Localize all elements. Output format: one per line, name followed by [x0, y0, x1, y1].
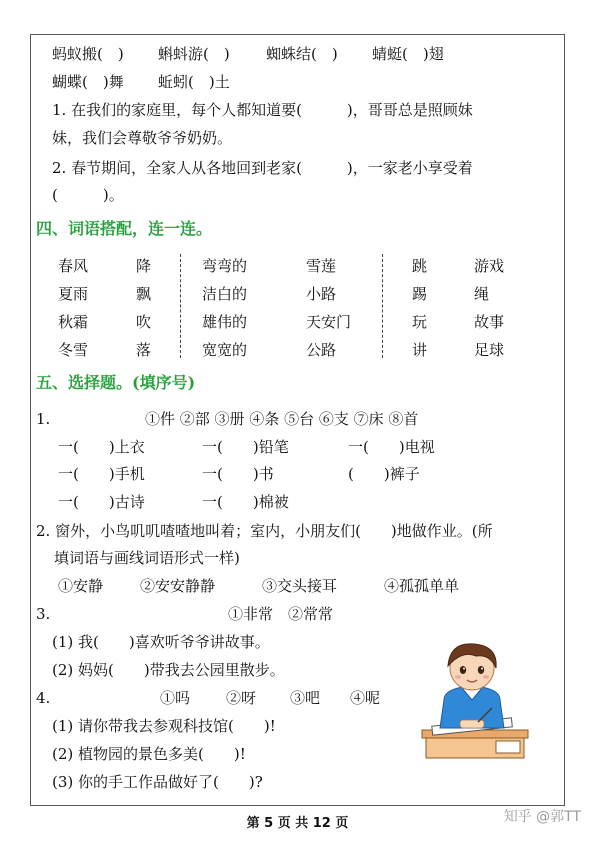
- q3-item-2: (2) 妈妈( )带我去公园里散步。: [52, 661, 285, 679]
- matching-word[interactable]: 冬雪: [58, 341, 89, 359]
- q3-options-line: 3. ①非常 ②常常: [36, 605, 334, 623]
- column-divider: [382, 254, 383, 358]
- animal-verb-line-2: [0, 70, 595, 94]
- blank-item: 蚂蚁搬( ): [52, 45, 124, 63]
- matching-word[interactable]: 小路: [306, 285, 337, 303]
- matching-word[interactable]: 秋霜: [58, 313, 89, 331]
- q2-line-a: 2. 窗外，小鸟叽叽喳喳地叫着；室内，小朋友们( )地做作业。(所: [36, 522, 493, 540]
- matching-row: [0, 282, 595, 306]
- matching-word[interactable]: 玩: [412, 313, 428, 331]
- q2-options: ①安静 ②安安静静 ③交头接耳 ④孤孤单单: [58, 577, 460, 595]
- section-5-heading: 五、选择题。(填序号): [36, 373, 196, 392]
- matching-word[interactable]: 讲: [412, 341, 428, 359]
- q2-line-b: 填词语与画线词语形式一样): [54, 549, 240, 567]
- sentence-2-line-b: ( )。: [52, 186, 124, 204]
- section-4-heading: 四、词语搭配，连一连。: [36, 219, 213, 238]
- matching-word[interactable]: 吹: [136, 313, 152, 331]
- blank-item: 蜘蛛结( ): [266, 45, 338, 63]
- matching-word[interactable]: 公路: [306, 341, 337, 359]
- matching-word[interactable]: 故事: [474, 313, 505, 331]
- blank-item: 蚯蚓( )土: [158, 73, 230, 91]
- matching-word[interactable]: 飘: [136, 285, 152, 303]
- q4-item-1: (1) 请你带我去参观科技馆( )!: [52, 717, 276, 735]
- matching-word[interactable]: 宽宽的: [202, 341, 248, 359]
- matching-row: [0, 310, 595, 334]
- sentence-2-line-a: 2. 春节期间，全家人从各地回到老家( )，一家老小享受着: [52, 159, 473, 177]
- matching-word[interactable]: 跳: [412, 257, 428, 275]
- matching-word[interactable]: 春风: [58, 257, 89, 275]
- q4-item-3: (3) 你的手工作品做好了( )?: [52, 773, 263, 791]
- matching-word[interactable]: 足球: [474, 341, 505, 359]
- sentence-1-line-b: 妹，我们会尊敬爷爷奶奶。: [52, 129, 233, 147]
- column-divider: [180, 254, 181, 358]
- q4-options-line: 4. ①吗 ②呀 ③吧 ④呢: [36, 689, 381, 707]
- matching-row: [0, 338, 595, 362]
- matching-word[interactable]: 洁白的: [202, 285, 248, 303]
- q3-item-1: (1) 我( )喜欢听爷爷讲故事。: [52, 633, 270, 651]
- q1-row-1: 一( )上衣 一( )铅笔 一( )电视: [58, 438, 435, 456]
- watermark: 知乎 @郭TT: [503, 809, 581, 825]
- matching-word[interactable]: 绳: [474, 285, 490, 303]
- q1-row-3: 一( )古诗 一( )棉被: [58, 493, 289, 511]
- matching-word[interactable]: 雪莲: [306, 257, 337, 275]
- sentence-1-line-a: 1. 在我们的家庭里，每个人都知道要( )，哥哥总是照顾妹: [52, 101, 473, 119]
- matching-word[interactable]: 雄伟的: [202, 313, 248, 331]
- q4-item-2: (2) 植物园的景色多美( )!: [52, 745, 246, 763]
- matching-word[interactable]: 夏雨: [58, 285, 89, 303]
- matching-word[interactable]: 踢: [412, 285, 428, 303]
- blank-item: 蜻蜓( )翅: [372, 45, 444, 63]
- matching-word[interactable]: 落: [136, 341, 152, 359]
- matching-row: [0, 254, 595, 278]
- boy-writing-at-desk-icon: [412, 638, 532, 760]
- animal-verb-line-1: [0, 42, 595, 66]
- q1-row-2: 一( )手机 一( )书 ( )裤子: [58, 465, 420, 483]
- blank-item: 蝌蚪游( ): [158, 45, 230, 63]
- q1-options: ①件 ②部 ③册 ④条 ⑤台 ⑥支 ⑦床 ⑧首: [145, 410, 419, 428]
- matching-word[interactable]: 天安门: [306, 313, 352, 331]
- blank-item: 蝴蝶( )舞: [52, 73, 124, 91]
- q1-options-line: 1. ①件 ②部 ③册 ④条 ⑤台 ⑥支 ⑦床 ⑧首: [0, 407, 595, 431]
- matching-word[interactable]: 降: [136, 257, 152, 275]
- matching-word[interactable]: 游戏: [474, 257, 505, 275]
- page-number: 第 5 页 共 12 页: [246, 816, 349, 831]
- matching-word[interactable]: 弯弯的: [202, 257, 248, 275]
